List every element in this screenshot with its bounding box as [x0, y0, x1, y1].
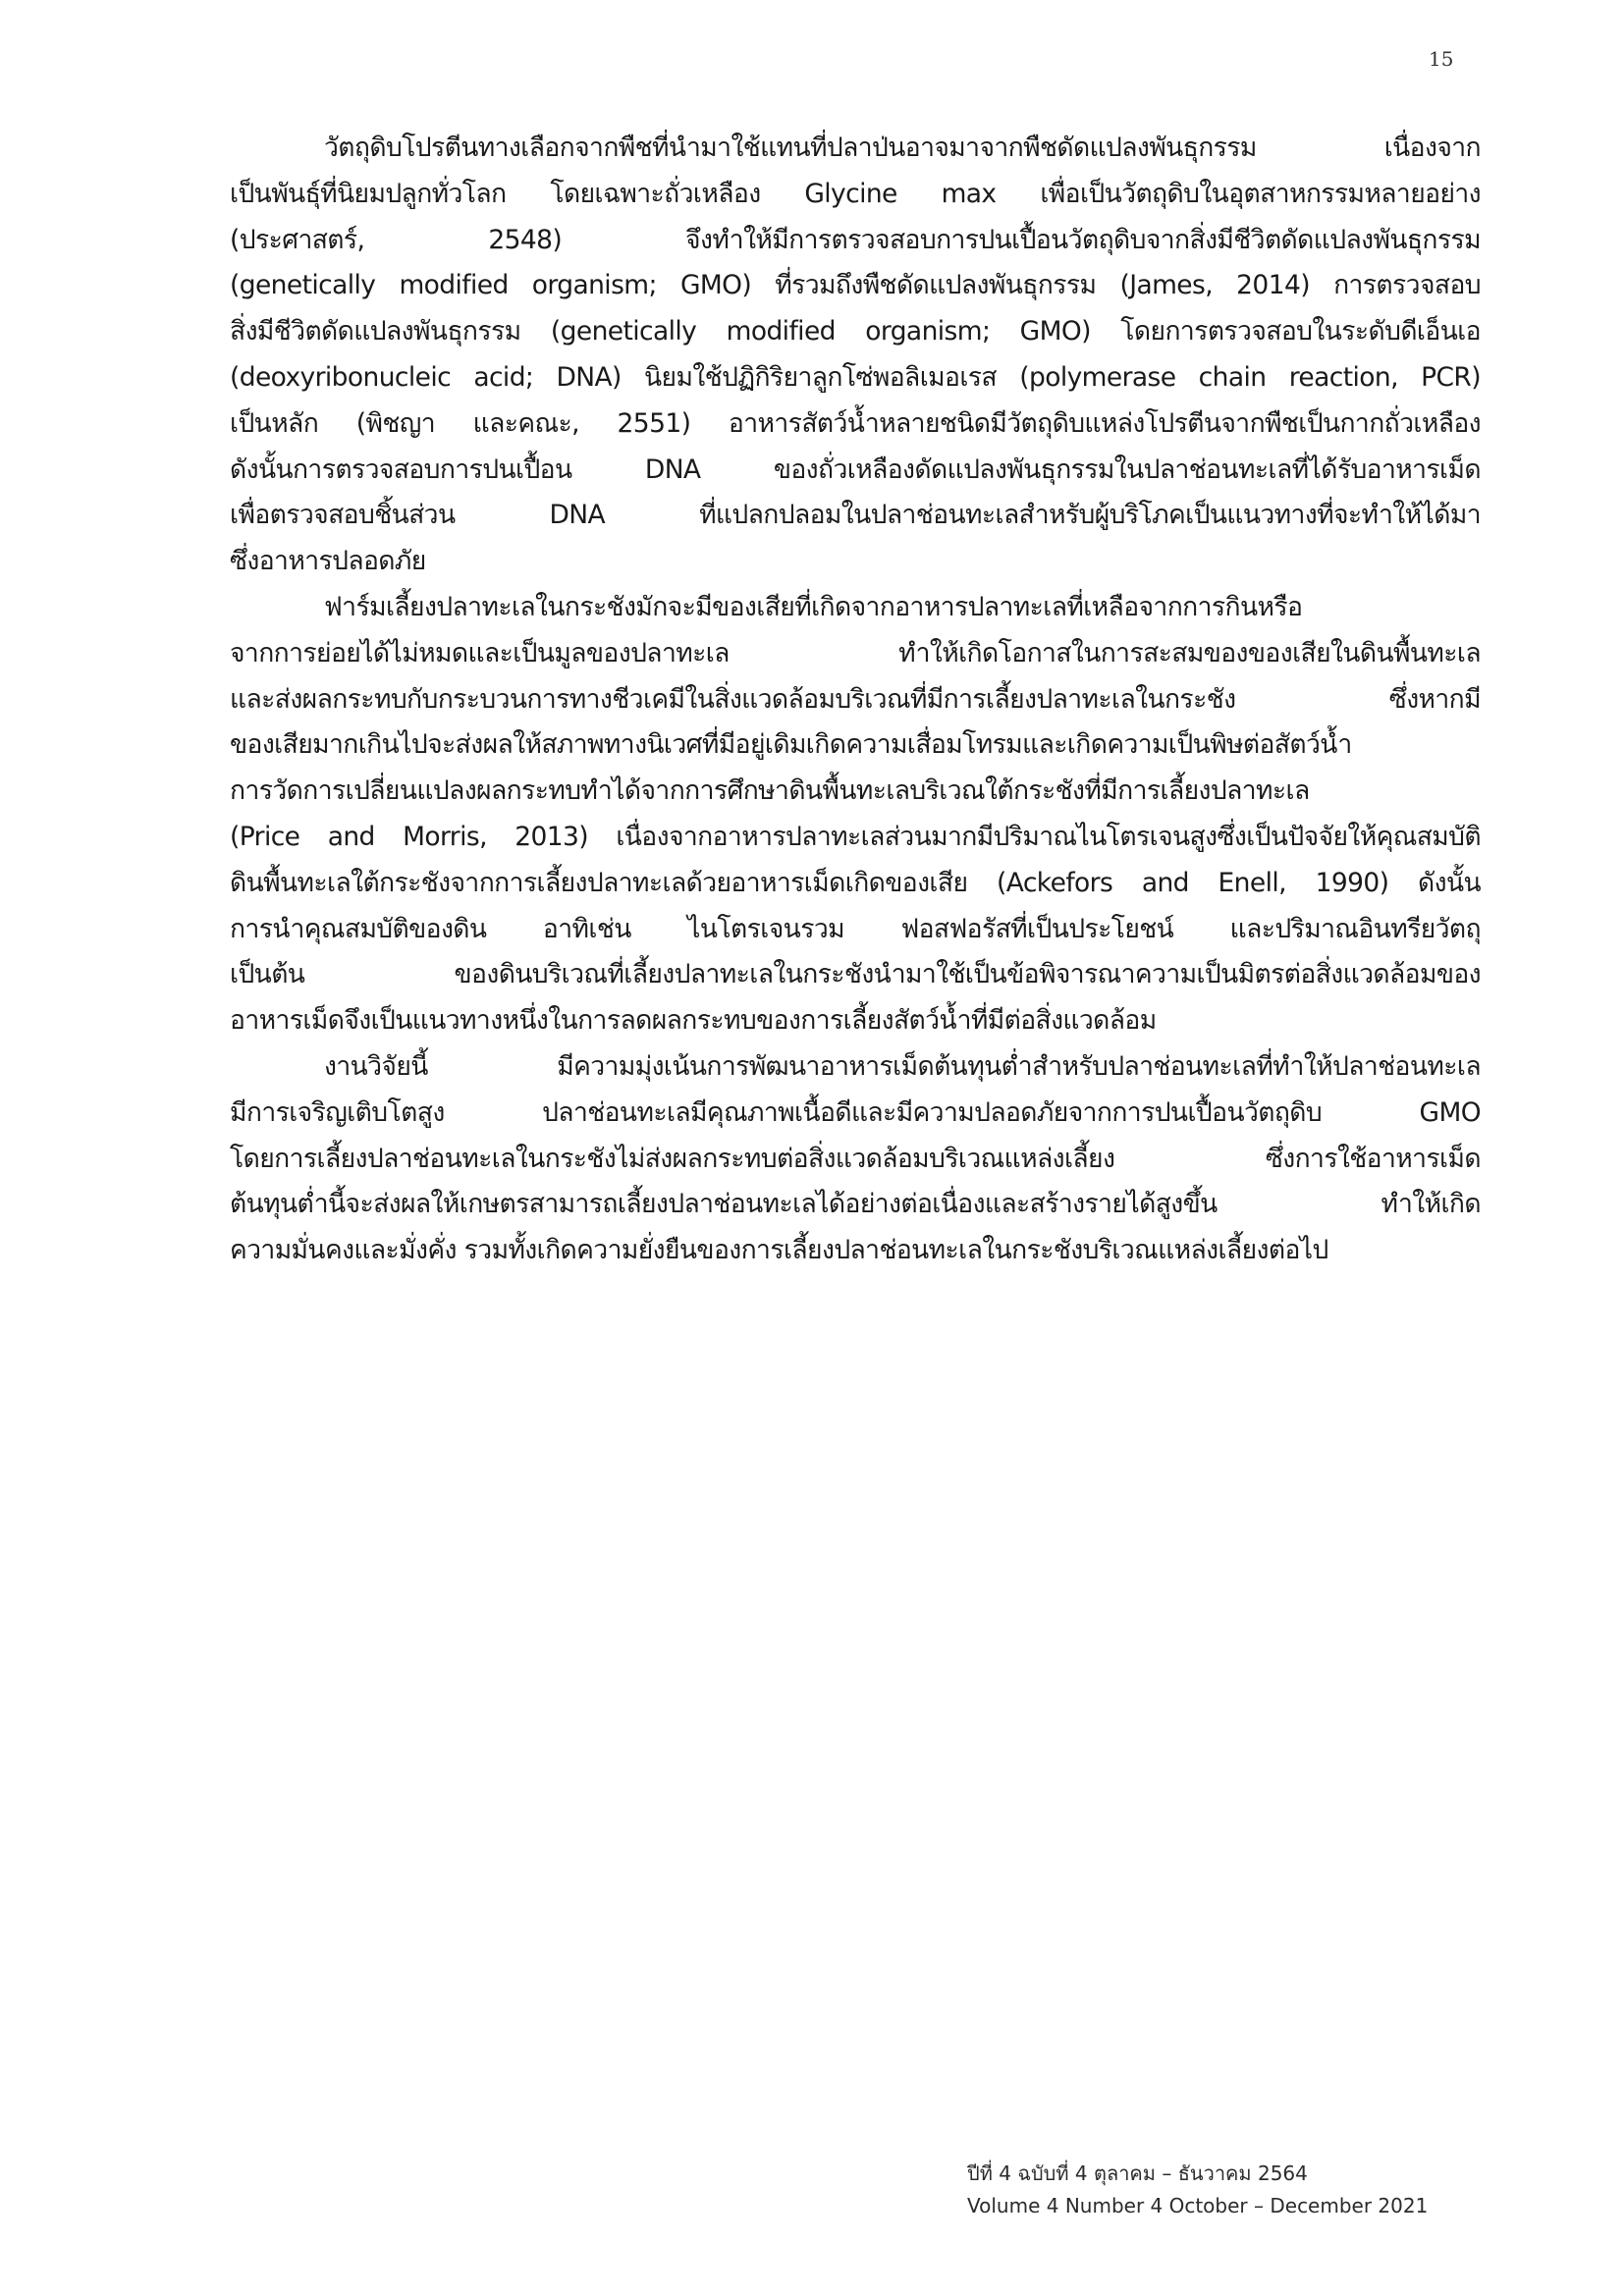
text-line: การวัดการเปลี่ยนแปลงผลกระทบทำได้จากการศึกษาดินพื้นทะเลบริเวณใต้กระชังที่มีการเลี้ยงปลาทะเล — [230, 775, 1310, 807]
text-line: งานวิจัยนี้ มีความมุ่งเน้นการพัฒนาอาหารเม็ดต้นทุนต่ำสำหรับปลาช่อนทะเลที่ทำให้ปลาช่อนทะเล — [324, 1050, 1481, 1082]
text-line: อาหารเม็ดจึงเป็นแนวทางหนึ่งในการลดผลกระทบของการเลี้ยงสัตว์น้ำที่มีต่อสิ่งแวดล้อม — [230, 1005, 1157, 1037]
paragraph — [230, 1044, 1481, 1274]
text-line: เป็นหลัก (พิชญา และคณะ, 2551) อาหารสัตว์น้ำหลายชนิดมีวัตถุดิบแหล่งโปรตีนจากพืชเป็นกากถั่วเหลือง — [230, 407, 1481, 439]
text-line: สิ่งมีชีวิตดัดแปลงพันธุกรรม (genetically modified organism; GMO) โดยการตรวจสอบในระดับดีเอ็นเอ — [230, 316, 1481, 347]
text-line: เป็นต้น ของดินบริเวณที่เลี้ยงปลาทะเลในกระชังนำมาใช้เป็นข้อพิจารณาความเป็นมิตรต่อสิ่งแวดล้อมของ — [230, 959, 1481, 990]
text-line: เพื่อตรวจสอบชิ้นส่วน DNA ที่แปลกปลอมในปลาช่อนทะเลสำหรับผู้บริโภคเป็นแนวทางที่จะทำให้ได้มา — [230, 500, 1481, 531]
text-line: การนำคุณสมบัติของดิน อาทิเช่น ไนโตรเจนรวม ฟอสฟอรัสที่เป็นประโยชน์ และปริมาณอินทรียวัตถุ — [230, 913, 1481, 944]
text-line: (Price and Morris, 2013) เนื่องจากอาหารปลาทะเลส่วนมากมีปริมาณไนโตรเจนสูงซึ่งเป็นปัจจัยให้คุณสมบัติ — [230, 821, 1481, 852]
text-line: ดังนั้นการตรวจสอบการปนเปื้อน DNA ของถั่วเหลืองดัดแปลงพันธุกรรมในปลาช่อนทะเลที่ได้รับอาหารเม็ด — [230, 454, 1481, 485]
text-line: ของเสียมากเกินไปจะส่งผลให้สภาพทางนิเวศที่มีอยู่เดิมเกิดความเสื่อมโทรมและเกิดความเป็นพิษต่อสัตว์น้ำ — [230, 729, 1352, 761]
text-line: (genetically modified organism; GMO) ที่รวมถึงพืชดัดแปลงพันธุกรรม (James, 2014) การตรวจสอบ — [230, 270, 1481, 301]
text-line: (ประศาสตร์, 2548) จึงทำให้มีการตรวจสอบการปนเปื้อนวัตถุดิบจากสิ่งมีชีวิตดัดแปลงพันธุกรรม — [230, 224, 1481, 255]
paragraph — [230, 585, 1481, 1044]
text-line: ต้นทุนต่ำนี้จะส่งผลให้เกษตรสามารถเลี้ยงปลาช่อนทะเลได้อย่างต่อเนื่องและสร้างรายได้สูงขึ้น ทำให้เกิด — [230, 1189, 1481, 1220]
text-line: ฟาร์มเลี้ยงปลาทะเลในกระชังมักจะมีของเสียที่เกิดจากอาหารปลาทะเลที่เหลือจากการกินหรือ — [324, 591, 1303, 622]
footer-english-issue: Volume 4 Number 4 October – December 2021 — [967, 2194, 1429, 2217]
text-line: มีการเจริญเติบโตสูง ปลาช่อนทะเลมีคุณภาพเนื้อดีและมีความปลอดภัยจากการปนเปื้อนวัตถุดิบ GMO — [230, 1096, 1481, 1128]
text-line: และส่งผลกระทบกับกระบวนการทางชีวเคมีในสิ่งแวดล้อมบริเวณที่มีการเลี้ยงปลาทะเลในกระชัง ซึ่งหากมี — [230, 683, 1481, 715]
text-line: โดยการเลี้ยงปลาช่อนทะเลในกระชังไม่ส่งผลกระทบต่อสิ่งแวดล้อมบริเวณแหล่งเลี้ยง ซึ่งการใช้อาหารเม็ด — [230, 1143, 1481, 1174]
text-line: ซึ่งอาหารปลอดภัย — [230, 546, 426, 577]
text-line: เป็นพันธุ์ที่นิยมปลูกทั่วโลก โดยเฉพาะถั่วเหลือง Glycine max เพื่อเป็นวัตถุดิบในอุตสาหกรรมหลายอย่าง — [230, 178, 1481, 209]
journal-footer — [967, 2158, 1428, 2222]
text-line: ดินพื้นทะเลใต้กระชังจากการเลี้ยงปลาทะเลด้วยอาหารเม็ดเกิดของเสีย (Ackefors and Enell, 1990) ดังนั้น — [230, 867, 1481, 898]
text-line: วัตถุดิบโปรตีนทางเลือกจากพืชที่นำมาใช้แทนที่ปลาป่นอาจมาจากพืชดัดแปลงพันธุกรรม เนื่องจาก — [324, 133, 1481, 163]
page-number: 15 — [1429, 47, 1454, 71]
text-line: (deoxyribonucleic acid; DNA) นิยมใช้ปฏิกิริยาลูกโซ่พอลิเมอเรส (polymerase chain reaction, PCR) — [230, 361, 1481, 393]
footer-thai-issue: ปีที่ 4 ฉบับที่ 4 ตุลาคม – ธันวาคม 2564 — [967, 2162, 1308, 2185]
text-line: จากการย่อยได้ไม่หมดและเป็นมูลของปลาทะเล ทำให้เกิดโอกาสในการสะสมของของเสียในดินพื้นทะเล — [230, 637, 1481, 668]
article-body — [230, 126, 1481, 1274]
paragraph — [230, 126, 1481, 585]
text-line: ความมั่นคงและมั่งคั่ง รวมทั้งเกิดความยั่งยืนของการเลี้ยงปลาช่อนทะเลในกระชังบริเวณแหล่งเลี้ยงต่อไป — [230, 1235, 1328, 1266]
